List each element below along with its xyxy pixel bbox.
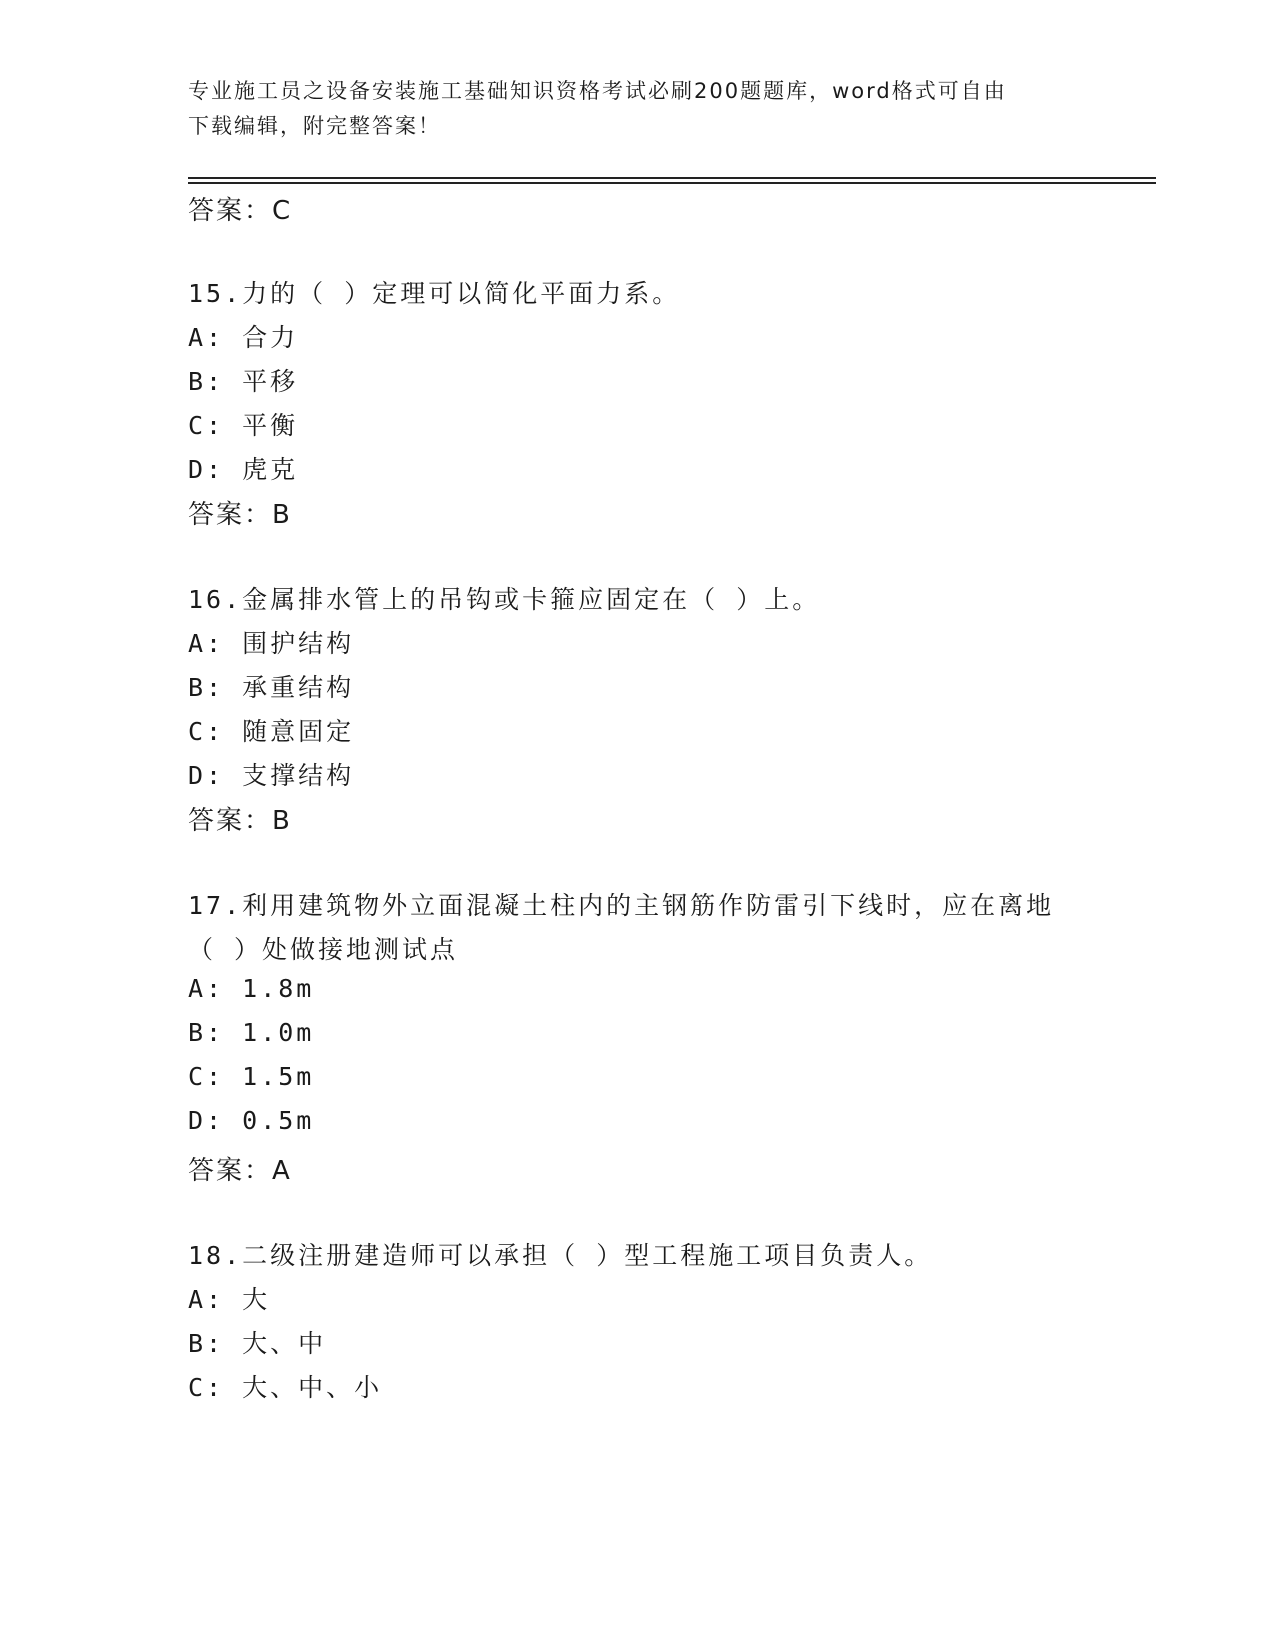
answer-line: 答案：A [188,1156,292,1186]
answer-line: 答案：B [188,500,292,530]
answer-line: 答案：C [188,196,293,226]
question-stem-line-2: （ ）处做接地测试点 [188,935,459,964]
option-b: B: 平移 [188,367,299,396]
document-header [188,74,1068,144]
option-a: A: 大 [188,1285,271,1314]
option-c: C: 随意固定 [188,717,355,746]
option-a: A: 围护结构 [188,629,355,658]
option-a: A: 1.8m [188,974,315,1003]
header-line-1: 专业施工员之设备安装施工基础知识资格考试必刷200题题库，word格式可自由 [188,79,1007,103]
option-b: B: 1.0m [188,1018,315,1047]
option-c: C: 平衡 [188,411,299,440]
answer-line: 答案：B [188,806,292,836]
question-stem: 16.金属排水管上的吊钩或卡箍应固定在（ ）上。 [188,585,821,614]
option-c: C: 1.5m [188,1062,315,1091]
header-divider-top [188,177,1156,179]
option-c: C: 大、中、小 [188,1373,383,1402]
question-stem: 18.二级注册建造师可以承担（ ）型工程施工项目负责人。 [188,1241,933,1270]
option-d: D: 0.5m [188,1106,315,1135]
option-d: D: 支撑结构 [188,761,355,790]
option-a: A: 合力 [188,323,299,352]
option-d: D: 虎克 [188,455,299,484]
question-stem: 15.力的（ ）定理可以简化平面力系。 [188,279,681,308]
header-line-2: 下载编辑，附完整答案！ [188,114,441,138]
option-b: B: 大、中 [188,1329,327,1358]
header-divider-bottom [188,182,1156,184]
question-stem-line-1: 17.利用建筑物外立面混凝土柱内的主钢筋作防雷引下线时，应在离地 [188,891,1055,920]
option-b: B: 承重结构 [188,673,355,702]
